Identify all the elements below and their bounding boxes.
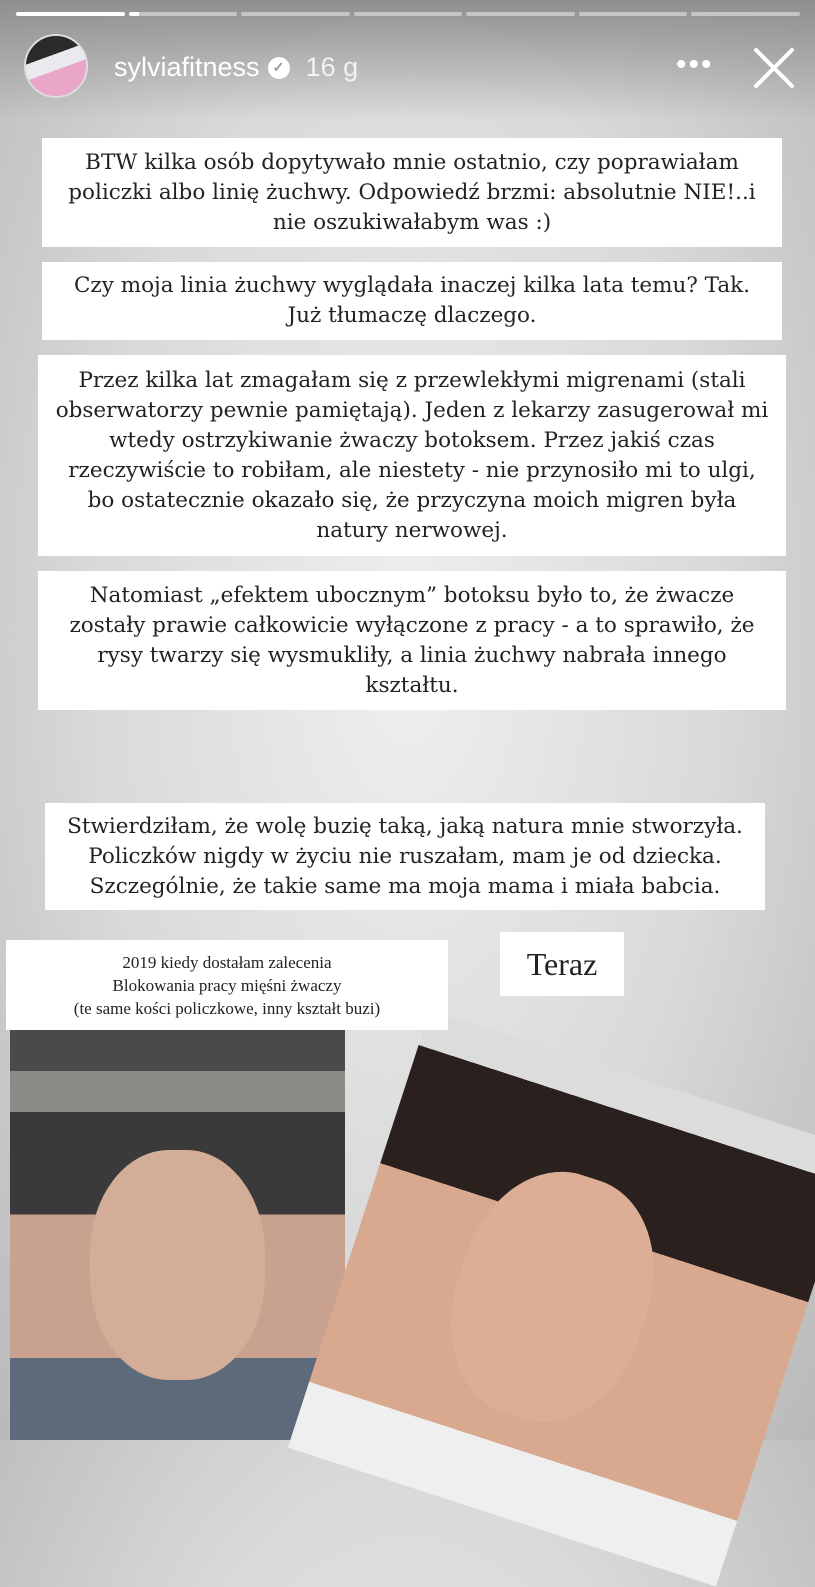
before-caption: 2019 kiedy dostałam zalecenia Blokowania pracy mięśni żwaczy (te same kości policzkowe, inny kształt buzi)	[6, 940, 448, 1030]
story-segment	[241, 12, 350, 16]
story-segment	[354, 12, 463, 16]
story-progress-bars	[16, 12, 800, 16]
story-user	[114, 52, 358, 83]
text-block: Stwierdziłam, że wolę buzię taką, jaką natura mnie stworzyła. Policzków nigdy w życiu nie ruszałam, mam je od dziecka. Szczególnie, że takie same ma moja mama i miała babcia.	[45, 803, 765, 910]
text-block: BTW kilka osób dopytywało mnie ostatnio, czy poprawiałam policzki albo linię żuchwy. Odpowiedź brzmi: absolutnie NIE!..i nie oszukiwałabym was :)	[42, 138, 782, 247]
now-caption: Teraz	[500, 932, 624, 996]
now-photo	[288, 1010, 815, 1587]
close-icon[interactable]	[750, 44, 798, 92]
story-time: 16 g	[305, 52, 359, 82]
text-block: Natomiast „efektem ubocznym” botoksu było to, że żwacze zostały prawie całkowicie wyłączone z pracy - a to sprawiło, że rysy twarzy się wysmukliły, a linia żuchwy nabrała innego kształtu.	[38, 571, 786, 710]
more-horizontal-icon[interactable]: •••	[676, 48, 714, 81]
story-segment	[466, 12, 575, 16]
text-block: Czy moja linia żuchwy wyglądała inaczej kilka lata temu? Tak. Już tłumaczę dlaczego.	[42, 262, 782, 340]
before-photo	[10, 1030, 345, 1440]
face	[90, 1150, 265, 1380]
username[interactable]: sylviafitness	[114, 52, 260, 82]
story-segment	[579, 12, 688, 16]
text-block: Przez kilka lat zmagałam się z przewlekłymi migrenami (stali obserwatorzy pewnie pamiętają). Jeden z lekarzy zasugerował mi wtedy ostrzykiwanie żwaczy botoksem. Przez jakiś czas rzeczywiście to robiłam, ale niestety - nie przynosiło mi to ulgi, bo ostatecznie okazało się, że przyczyna moich migren była natury nerwowej.	[38, 355, 786, 556]
face	[423, 1149, 681, 1445]
story-segment	[16, 12, 125, 16]
story-segment	[691, 12, 800, 16]
segment-fill	[129, 12, 140, 16]
story-header	[0, 0, 815, 120]
avatar[interactable]	[24, 34, 88, 98]
story-segment	[129, 12, 238, 16]
segment-fill	[16, 12, 125, 16]
verified-badge-icon: ✓	[268, 57, 290, 79]
